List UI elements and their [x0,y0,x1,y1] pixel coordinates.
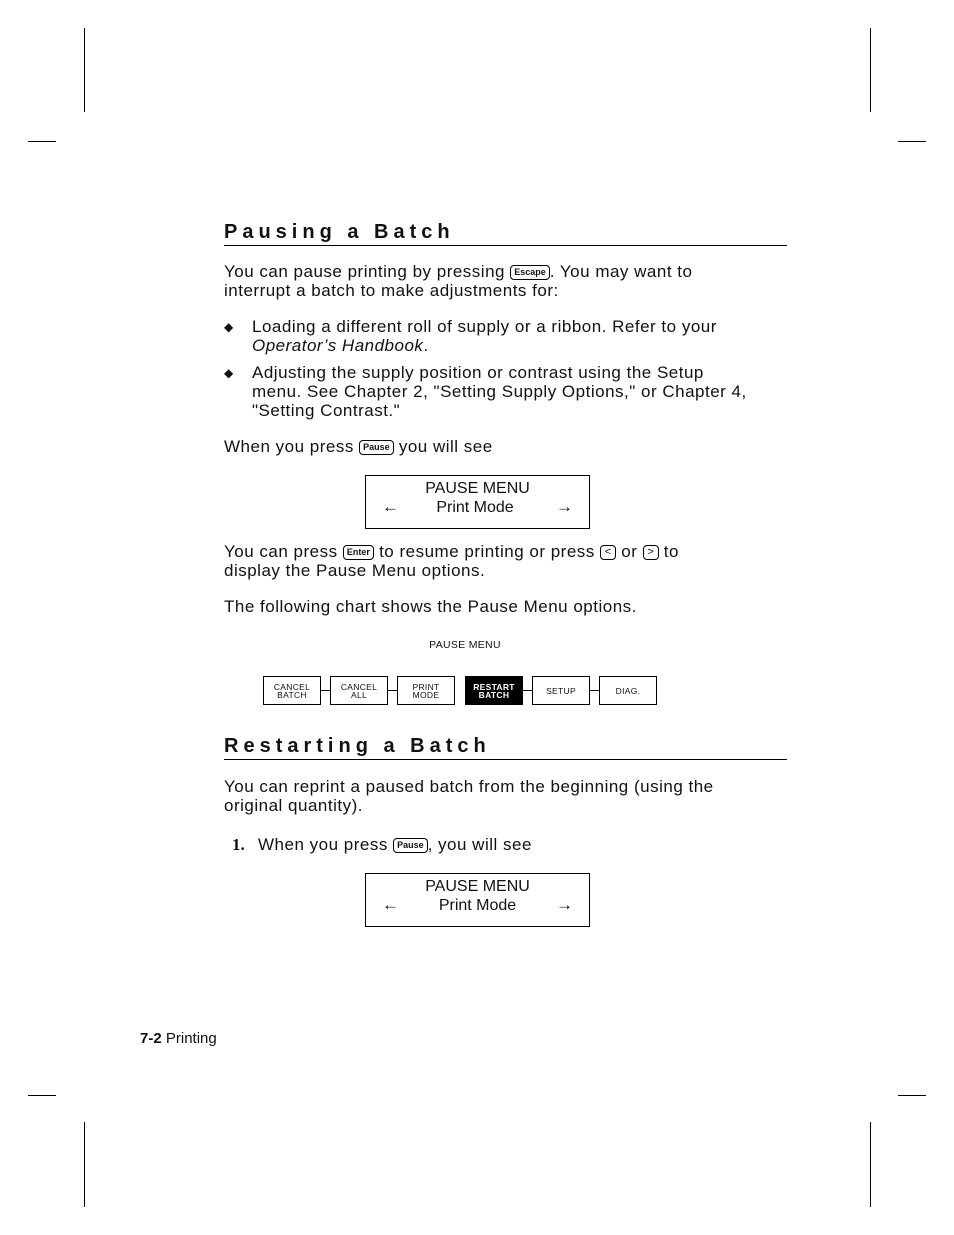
right-key: > [643,545,659,560]
menu-box-restart-batch [465,676,523,705]
text: You can press [224,542,343,561]
menu-box-diag [599,676,657,705]
pause-key: Pause [359,440,394,455]
text: or [616,542,643,561]
text: You can pause printing by pressing [224,262,511,281]
text: When you press [224,437,360,456]
bullet-item [252,363,792,420]
menu-box-label: DIAG. [615,685,641,696]
menu-box-setup [532,676,590,705]
text: to resume printing or press [373,542,601,561]
text: Loading a different roll of supply or a ribbon. Refer to your [252,317,717,336]
lcd-line-1: PAUSE MENU [425,878,530,895]
lcd-display [365,475,590,529]
handbook-title: Operator’s Handbook [252,336,424,355]
text: CANCEL [340,681,378,692]
menu-box-label: SETUP [546,685,576,696]
crop-mark [898,141,926,142]
resume-text [224,542,794,580]
crop-mark [870,28,871,112]
pausing-intro [224,262,794,300]
text: MODE [412,689,440,700]
left-key: < [600,545,616,560]
text: . You may want to [549,262,693,281]
restarting-intro [224,777,794,815]
text: Adjusting the supply position or contrast using the Setup [252,363,704,382]
menu-diagram-title: PAUSE MENU [429,639,501,651]
section-heading-pausing: Pausing a Batch [224,220,787,246]
text: CANCEL [273,681,311,692]
crop-mark [84,28,85,112]
page-footer [140,1030,217,1047]
text: ALL [350,689,367,700]
footer-section: Printing [165,1030,217,1047]
chart-intro: The following chart shows the Pause Menu options. [224,597,637,616]
text: original quantity). [224,796,363,815]
text: PRINT [412,681,440,692]
crop-mark [84,1122,85,1207]
menu-box-cancel-batch [263,676,321,705]
menu-box-label [341,683,377,699]
left-arrow-icon: ← [382,895,399,914]
text: When you press [258,835,394,854]
text: interrupt a batch to make adjustments for: [224,281,559,300]
text: BATCH [478,689,510,700]
text: to [658,542,679,561]
right-arrow-icon: → [556,895,573,914]
section-heading-restarting: Restarting a Batch [224,734,787,760]
text: you will see [393,437,493,456]
text: . [423,336,429,355]
press-pause-text [224,437,794,456]
menu-box-label [274,683,310,699]
bullet-diamond-icon: ◆ [224,366,234,380]
bullet-item [252,317,792,355]
enter-key: Enter [343,545,374,560]
right-arrow-icon: → [556,497,573,516]
crop-mark [28,1095,56,1096]
menu-box-label [473,683,515,699]
menu-box-cancel-all [330,676,388,705]
text: You can reprint a paused batch from the beginning (using the [224,777,714,796]
lcd-line-1: PAUSE MENU [425,480,530,497]
menu-box-label [413,683,440,699]
text: menu. See Chapter 2, "Setting Supply Options," or Chapter 4, [252,382,747,401]
step-text [258,835,788,854]
menu-box-print-mode [397,676,455,705]
text: BATCH [277,689,307,700]
left-arrow-icon: ← [382,497,399,516]
crop-mark [28,141,56,142]
escape-key: Escape [510,265,550,280]
text: display the Pause Menu options. [224,561,486,580]
lcd-line-2: Print Mode [436,499,514,516]
text: RESTART [473,681,515,692]
crop-mark [870,1122,871,1207]
lcd-line-2: Print Mode [438,897,517,914]
pause-key: Pause [393,838,428,853]
lcd-display [365,873,590,927]
step-number: 1. [232,835,245,854]
text: , you will see [427,835,532,854]
text: "Setting Contrast." [252,401,401,420]
bullet-diamond-icon: ◆ [224,320,234,334]
crop-mark [898,1095,926,1096]
page-number: 7-2 [140,1030,162,1047]
